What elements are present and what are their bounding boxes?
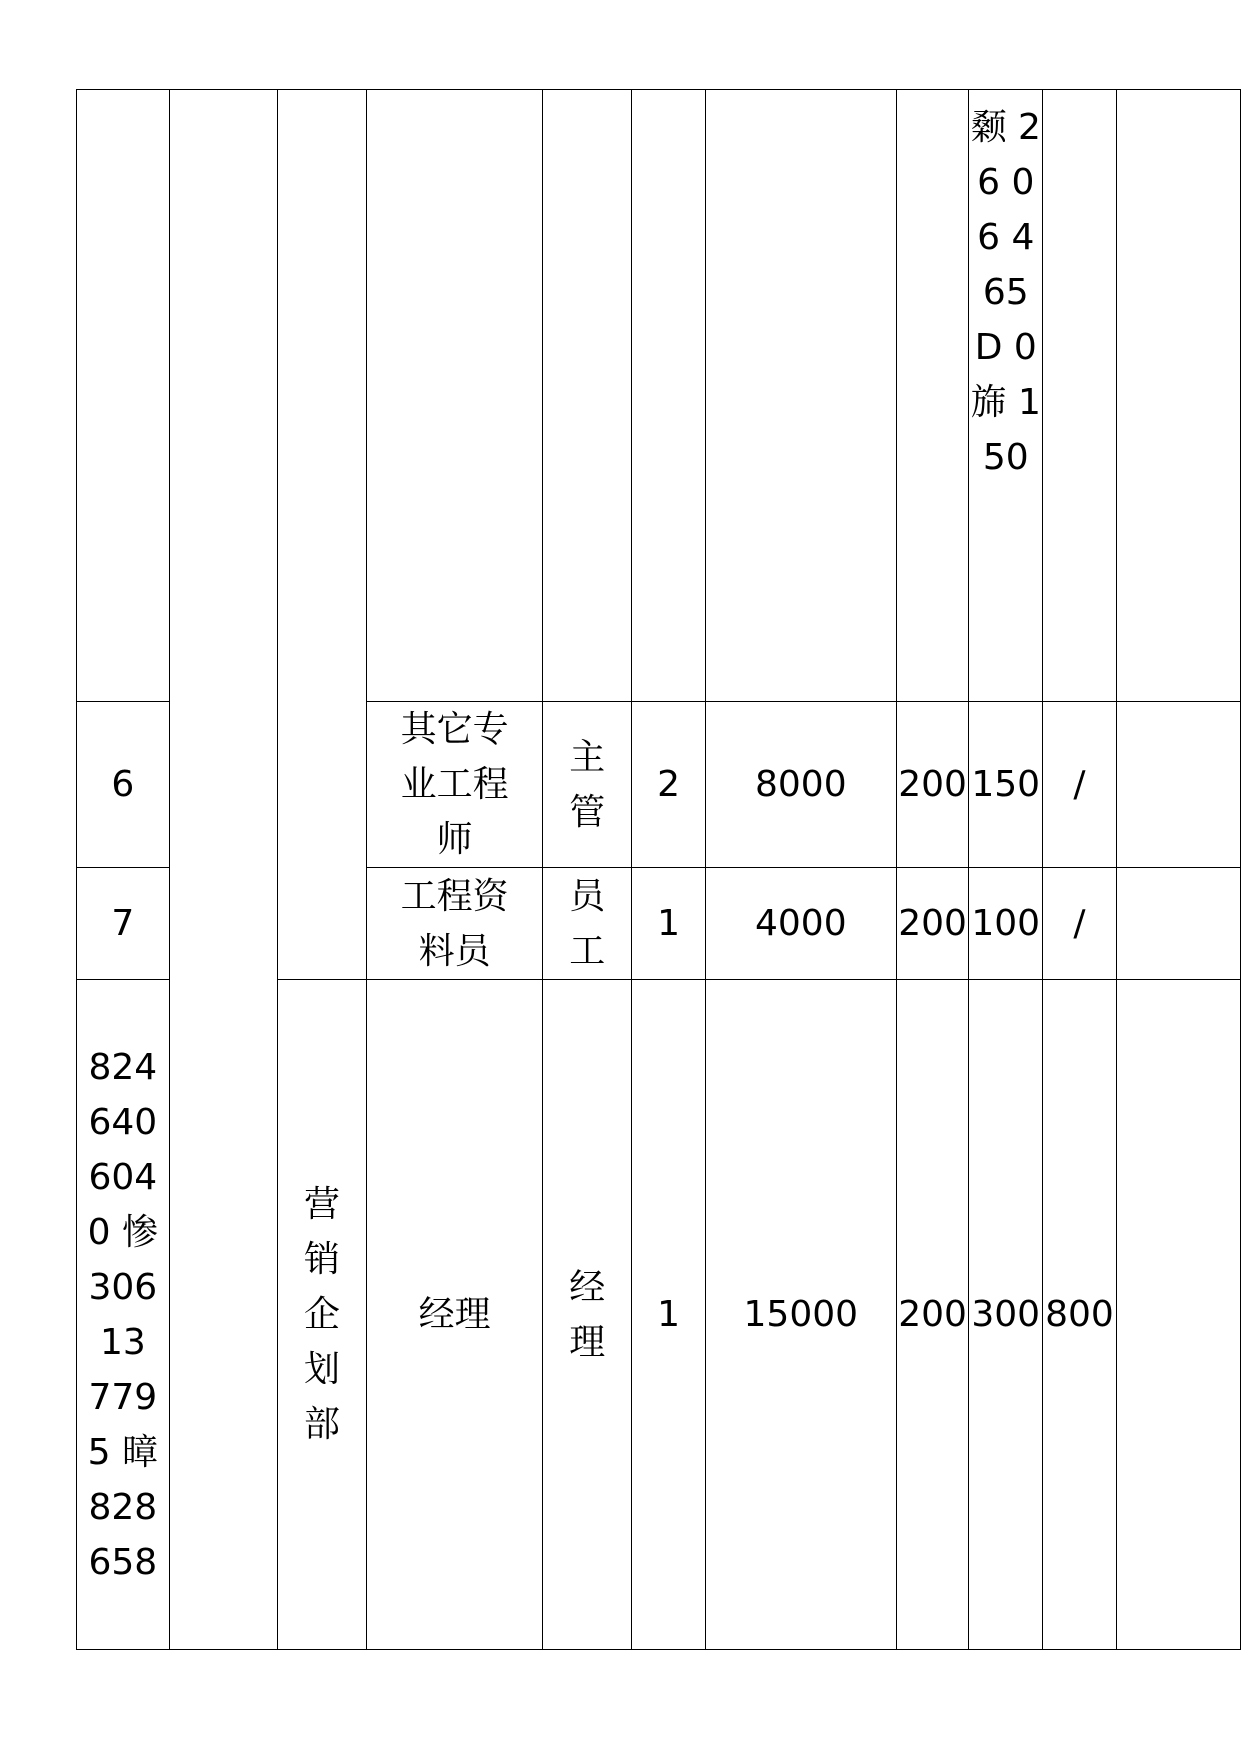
cell-no: 6 bbox=[77, 702, 170, 868]
cell-title bbox=[366, 702, 542, 868]
cell-c1 bbox=[896, 90, 969, 702]
cell-no bbox=[77, 980, 170, 1650]
cell-text: 营销企划部 bbox=[303, 1184, 340, 1445]
cell-c2: 100 bbox=[969, 868, 1043, 980]
cell-count bbox=[632, 90, 706, 702]
cell-group bbox=[169, 90, 277, 1650]
cell-count: 1 bbox=[632, 980, 706, 1650]
cell-dept bbox=[277, 980, 366, 1650]
cell-level bbox=[543, 702, 632, 868]
cell-no: 7 bbox=[77, 868, 170, 980]
cell-c1: 200 bbox=[896, 868, 969, 980]
cell-count: 1 bbox=[632, 868, 706, 980]
cell-salary: 15000 bbox=[705, 980, 896, 1650]
cell-title: 经理 bbox=[366, 980, 542, 1650]
cell-c4 bbox=[1116, 90, 1240, 702]
cell-level bbox=[543, 980, 632, 1650]
cell-dept bbox=[277, 90, 366, 980]
cell-c2: 150 bbox=[969, 702, 1043, 868]
cell-no bbox=[77, 90, 170, 702]
cell-title bbox=[366, 868, 542, 980]
cell-text: 其它专业工程师 bbox=[400, 709, 509, 860]
cell-text: 工程资料员 bbox=[400, 875, 509, 972]
cell-c2: 300 bbox=[969, 980, 1043, 1650]
cell-salary: 4000 bbox=[705, 868, 896, 980]
cell-text: 主管 bbox=[569, 736, 606, 833]
cell-c3 bbox=[1043, 90, 1117, 702]
cell-count: 2 bbox=[632, 702, 706, 868]
cell-c1: 200 bbox=[896, 980, 969, 1650]
cell-text: 员工 bbox=[569, 875, 606, 972]
cell-c4 bbox=[1116, 980, 1240, 1650]
cell-c3: 800 bbox=[1043, 980, 1117, 1650]
cell-level bbox=[543, 90, 632, 702]
cell-level bbox=[543, 868, 632, 980]
cell-text: 经理 bbox=[569, 1266, 606, 1363]
cell-c3: / bbox=[1043, 868, 1117, 980]
cell-c4 bbox=[1116, 702, 1240, 868]
table-row bbox=[77, 90, 1241, 702]
cell-title bbox=[366, 90, 542, 702]
cell-text: 颡 26 06 4 65 D 0 旆 150 bbox=[970, 107, 1041, 478]
cell-salary bbox=[705, 90, 896, 702]
salary-table bbox=[76, 89, 1241, 1650]
cell-c3: / bbox=[1043, 702, 1117, 868]
cell-c4 bbox=[1116, 868, 1240, 980]
cell-text: 8246406040 惨 306 13 7795 暲 828 658 bbox=[87, 1046, 159, 1583]
cell-c1: 200 bbox=[896, 702, 969, 868]
cell-c2 bbox=[969, 90, 1043, 702]
cell-salary: 8000 bbox=[705, 702, 896, 868]
